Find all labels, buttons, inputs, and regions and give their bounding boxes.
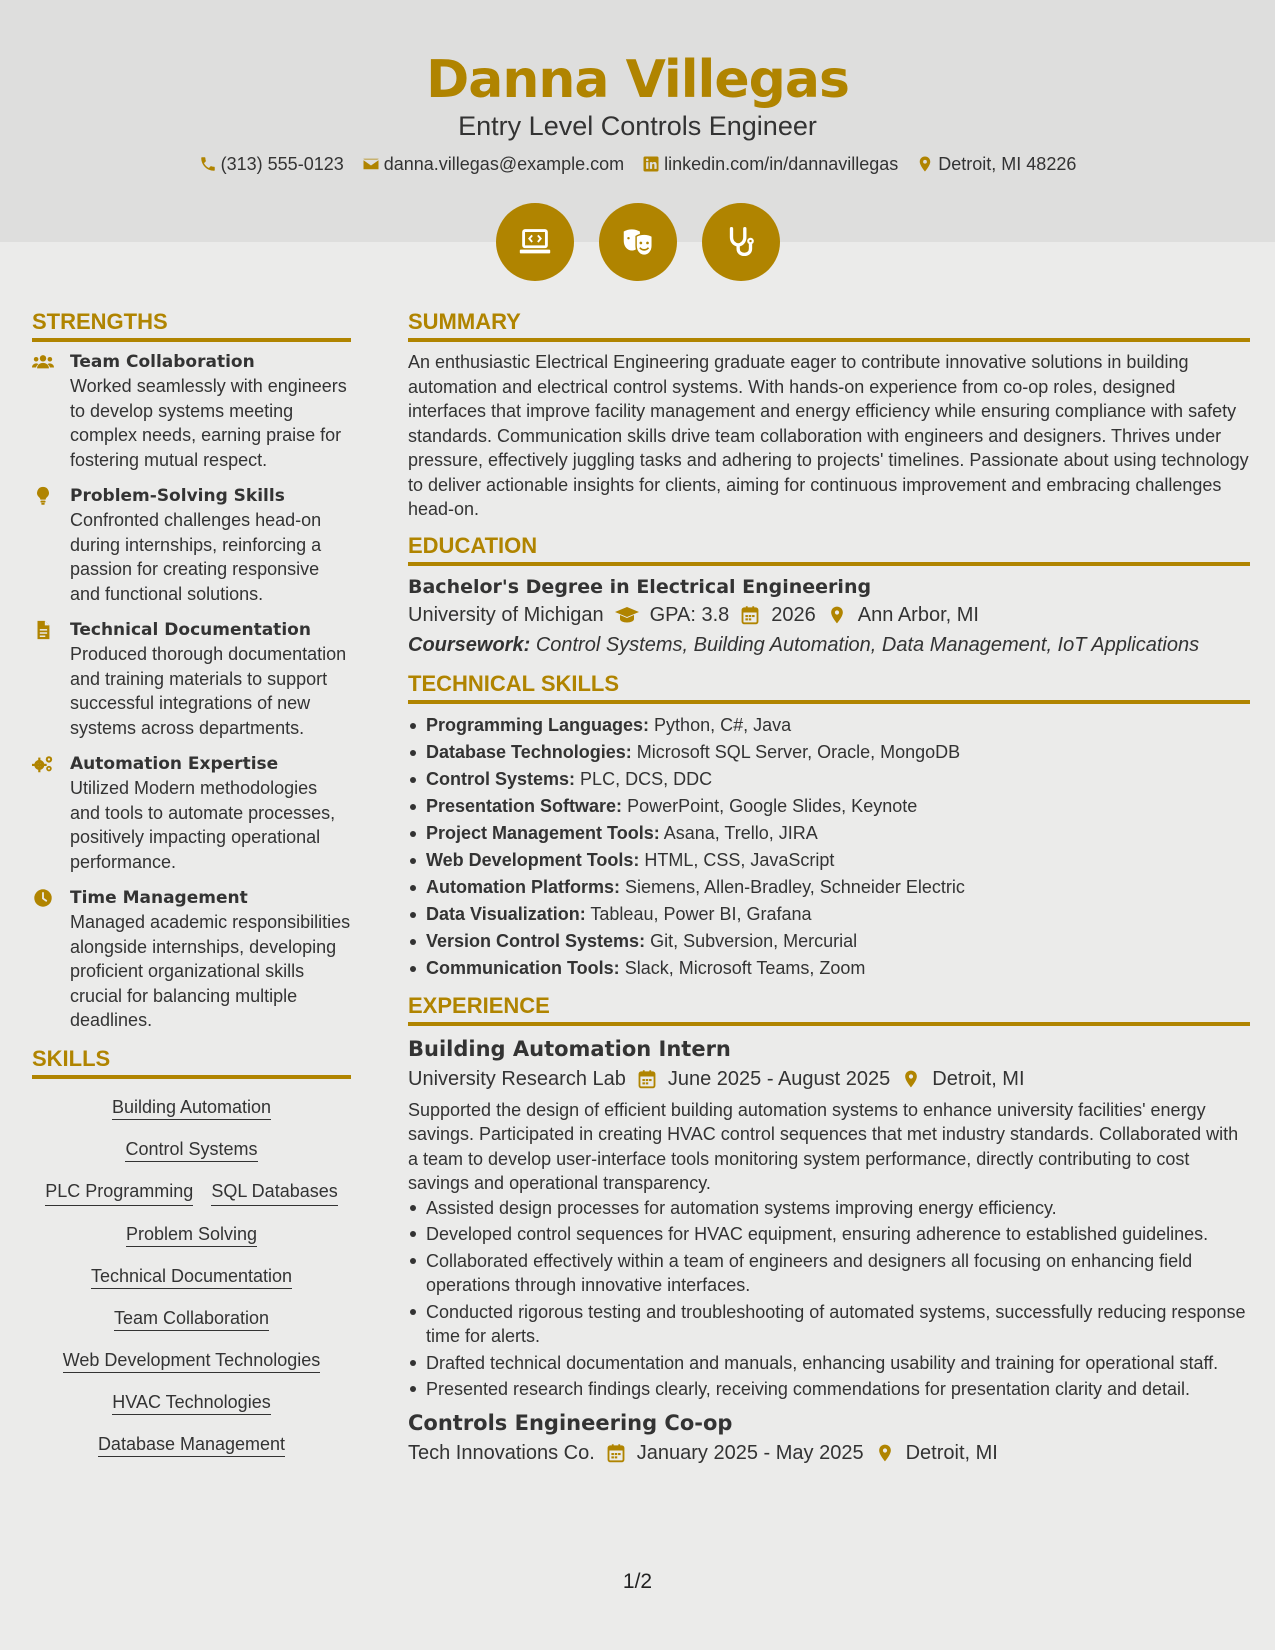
calendar-icon [739, 605, 761, 625]
calendar-icon [636, 1069, 658, 1089]
summary-heading: SUMMARY [408, 308, 1250, 342]
skill-label: Automation Platforms: [426, 876, 621, 897]
list-item [408, 793, 1250, 820]
list-item [408, 847, 1250, 874]
job-summary: Supported the design of efficient building automation systems to enhance university facilities' energy savings. Participated in creating HVAC control sequences that met industry standards. Collaborated with a team to develop user-interface tools monitoring system performance, directly contributing to cost savings and operational transparency. [408, 1099, 1239, 1193]
skill-label: Control Systems: [426, 768, 576, 789]
skill-value: Asana, Trello, JIRA [663, 822, 818, 843]
strength-description: Managed academic responsibilities alongside internships, developing proficient organizational skills crucial for balancing multiple deadlines. [70, 912, 351, 1030]
skill-tag: PLC Programming [45, 1179, 193, 1206]
contact-location [916, 152, 1076, 176]
gpa: GPA: 3.8 [649, 603, 730, 626]
skill-value: Siemens, Allen-Bradley, Schneider Electric [625, 876, 965, 897]
stethoscope-icon [722, 223, 760, 261]
job-title-headline: Entry Level Controls Engineer [458, 111, 817, 141]
skill-value: HTML, CSS, JavaScript [644, 849, 835, 870]
skill-tag [32, 1390, 351, 1416]
strength-item [32, 484, 351, 606]
list-item: Conducted rigorous testing and troubleshooting of automated systems, successfully reducing response time for alerts. [408, 1300, 1250, 1349]
skill-tag-text: Technical Documentation [91, 1266, 292, 1289]
skill-label: Web Development Tools: [426, 849, 640, 870]
skill-tag-text: Building Automation [112, 1097, 271, 1120]
skill-tag [32, 1095, 351, 1121]
strength-item [32, 350, 351, 472]
strength-description: Worked seamlessly with engineers to develop systems meeting complex needs, earning praise for fostering mutual respect. [70, 376, 347, 470]
job-title: Building Automation Intern [408, 1036, 731, 1061]
coursework-label: Coursework: [408, 633, 531, 656]
list-item: Collaborated effectively within a team of engineers and designers all focusing on enhancing field operations through innovative interfaces. [408, 1249, 1250, 1298]
map-pin-icon [900, 1069, 922, 1089]
graduation-cap-icon [614, 605, 640, 625]
list-item [408, 712, 1250, 739]
strength-title: Problem-Solving Skills [70, 486, 285, 506]
gears-icon [32, 754, 54, 774]
school-location: Ann Arbor, MI [857, 603, 979, 626]
skill-value: Slack, Microsoft Teams, Zoom [624, 957, 866, 978]
strength-title: Technical Documentation [70, 620, 311, 640]
skill-tag: SQL Databases [211, 1179, 337, 1206]
job-dates: June 2025 - August 2025 [667, 1067, 891, 1090]
job-location: Detroit, MI [905, 1441, 998, 1464]
skill-value: Tableau, Power BI, Grafana [590, 903, 812, 924]
skill-tag-text: Team Collaboration [114, 1308, 269, 1331]
school-name: University of Michigan [408, 603, 604, 626]
skill-value: Git, Subversion, Mercurial [650, 930, 858, 951]
education-heading: EDUCATION [408, 532, 1250, 566]
map-pin-icon [916, 155, 934, 173]
contact-email-text: danna.villegas@example.com [383, 154, 625, 174]
technical-skills-heading: TECHNICAL SKILLS [408, 670, 1250, 704]
experience-heading: EXPERIENCE [408, 992, 1250, 1026]
skill-tag [32, 1306, 351, 1332]
job-dates: January 2025 - May 2025 [636, 1441, 864, 1464]
hobby-theater [599, 203, 677, 281]
education-meta [408, 600, 1250, 630]
skill-label: Data Visualization: [426, 903, 586, 924]
graduation-year: 2026 [771, 603, 816, 626]
skill-label: Presentation Software: [426, 795, 623, 816]
job-entry [408, 1034, 1250, 1402]
skill-value: PLC, DCS, DDC [580, 768, 713, 789]
skill-label: Database Technologies: [426, 741, 632, 762]
list-item [408, 739, 1250, 766]
skill-value: Python, C#, Java [654, 714, 792, 735]
strength-title: Time Management [70, 888, 248, 908]
list-item [408, 955, 1250, 982]
right-column [408, 308, 1250, 1478]
education-section [408, 532, 1250, 660]
job-bullets [408, 1196, 1250, 1402]
hobby-medicine [702, 203, 780, 281]
company-name: University Research Lab [408, 1067, 626, 1090]
skill-label: Programming Languages: [426, 714, 650, 735]
map-pin-icon [874, 1443, 896, 1463]
contact-bar [0, 152, 1275, 176]
technical-skills-list [408, 712, 1250, 982]
company-name: Tech Innovations Co. [408, 1441, 595, 1464]
coursework [408, 630, 1250, 660]
strength-description: Confronted challenges head-on during internships, reinforcing a passion for creating responsive and functional solutions. [70, 510, 322, 604]
job-meta [408, 1064, 1250, 1094]
lightbulb-icon [32, 486, 54, 506]
linkedin-icon [642, 155, 660, 173]
clock-icon [32, 888, 54, 908]
calendar-icon [605, 1443, 627, 1463]
left-column [32, 308, 351, 1458]
map-pin-icon [826, 605, 848, 625]
strength-description: Utilized Modern methodologies and tools to automate processes, positively impacting operational performance. [70, 778, 336, 872]
skill-value: Microsoft SQL Server, Oracle, MongoDB [636, 741, 961, 762]
skill-tag [32, 1137, 351, 1163]
skill-tag [32, 1222, 351, 1248]
strength-item [32, 752, 351, 874]
file-icon [32, 620, 54, 640]
strength-item [32, 886, 351, 1033]
envelope-icon [362, 155, 380, 173]
technical-skills-section [408, 670, 1250, 982]
skill-tag-text: Database Management [98, 1434, 285, 1457]
list-item: Assisted design processes for automation systems improving energy efficiency. [408, 1196, 1250, 1221]
contact-email[interactable] [362, 152, 624, 176]
summary-section [408, 308, 1250, 522]
skills-heading: SKILLS [32, 1045, 351, 1079]
skill-tag-text: Control Systems [125, 1139, 257, 1162]
summary-text: An enthusiastic Electrical Engineering graduate eager to contribute innovative solutions in building automation and electrical control systems. With hands-on experience from co-op roles, designed interfaces that improve facility management and energy efficiency while ensuring compliance with safety standards. Communication skills drive team collaboration with engineers and designers. Thrives under pressure, effectively juggling tasks and adhering to projects' timelines. Passionate about using technology to deliver actionable insights for clients, aiming for continuous improvement and embracing challenges head-on. [408, 352, 1249, 519]
skill-tag [32, 1264, 351, 1290]
strength-title: Team Collaboration [70, 352, 255, 372]
skill-label: Communication Tools: [426, 957, 620, 978]
contact-linkedin-text: linkedin.com/in/dannavillegas [664, 154, 899, 174]
hobby-coding [496, 203, 574, 281]
contact-phone-text: (313) 555-0123 [220, 154, 344, 174]
list-item [408, 874, 1250, 901]
skill-tags [32, 1087, 351, 1458]
job-entry [408, 1408, 1250, 1468]
skill-tag [32, 1348, 351, 1374]
degree-title: Bachelor's Degree in Electrical Engineering [408, 575, 872, 598]
theater-masks-icon [619, 223, 657, 261]
strength-description: Produced thorough documentation and training materials to support successful integrations of new systems across departments. [70, 644, 347, 738]
skill-label: Project Management Tools: [426, 822, 660, 843]
contact-phone[interactable] [199, 152, 344, 176]
contact-location-text: Detroit, MI 48226 [938, 154, 1077, 174]
laptop-code-icon [516, 223, 554, 261]
experience-section [408, 992, 1250, 1468]
skill-tag-text: Problem Solving [126, 1224, 257, 1247]
list-item [408, 928, 1250, 955]
users-icon [32, 352, 54, 372]
list-item: Developed control sequences for HVAC equipment, ensuring adherence to established guidelines. [408, 1222, 1250, 1247]
list-item [408, 766, 1250, 793]
job-location: Detroit, MI [932, 1067, 1025, 1090]
skill-value: PowerPoint, Google Slides, Keynote [627, 795, 918, 816]
strengths-heading: STRENGTHS [32, 308, 351, 342]
coursework-list: Control Systems, Building Automation, Data Management, IoT Applications [535, 633, 1200, 656]
candidate-name: Danna Villegas [426, 50, 849, 110]
list-item [408, 820, 1250, 847]
list-item: Drafted technical documentation and manuals, enhancing usability and training for operational staff. [408, 1351, 1250, 1376]
job-title: Controls Engineering Co-op [408, 1410, 733, 1435]
skill-tag-text: Web Development Technologies [63, 1350, 321, 1373]
list-item [408, 901, 1250, 928]
hobby-icons [0, 203, 1275, 281]
phone-icon [199, 155, 217, 173]
skills-section [32, 1045, 351, 1458]
skill-label: Version Control Systems: [426, 930, 646, 951]
strength-title: Automation Expertise [70, 754, 279, 774]
skill-tag [32, 1432, 351, 1458]
list-item: Presented research findings clearly, receiving commendations for presentation clarity and detail. [408, 1377, 1250, 1402]
contact-linkedin[interactable] [642, 152, 898, 176]
skill-tag-text: HVAC Technologies [112, 1392, 270, 1415]
strength-item [32, 618, 351, 740]
page-number: 1/2 [622, 1570, 653, 1593]
job-meta [408, 1438, 1250, 1468]
